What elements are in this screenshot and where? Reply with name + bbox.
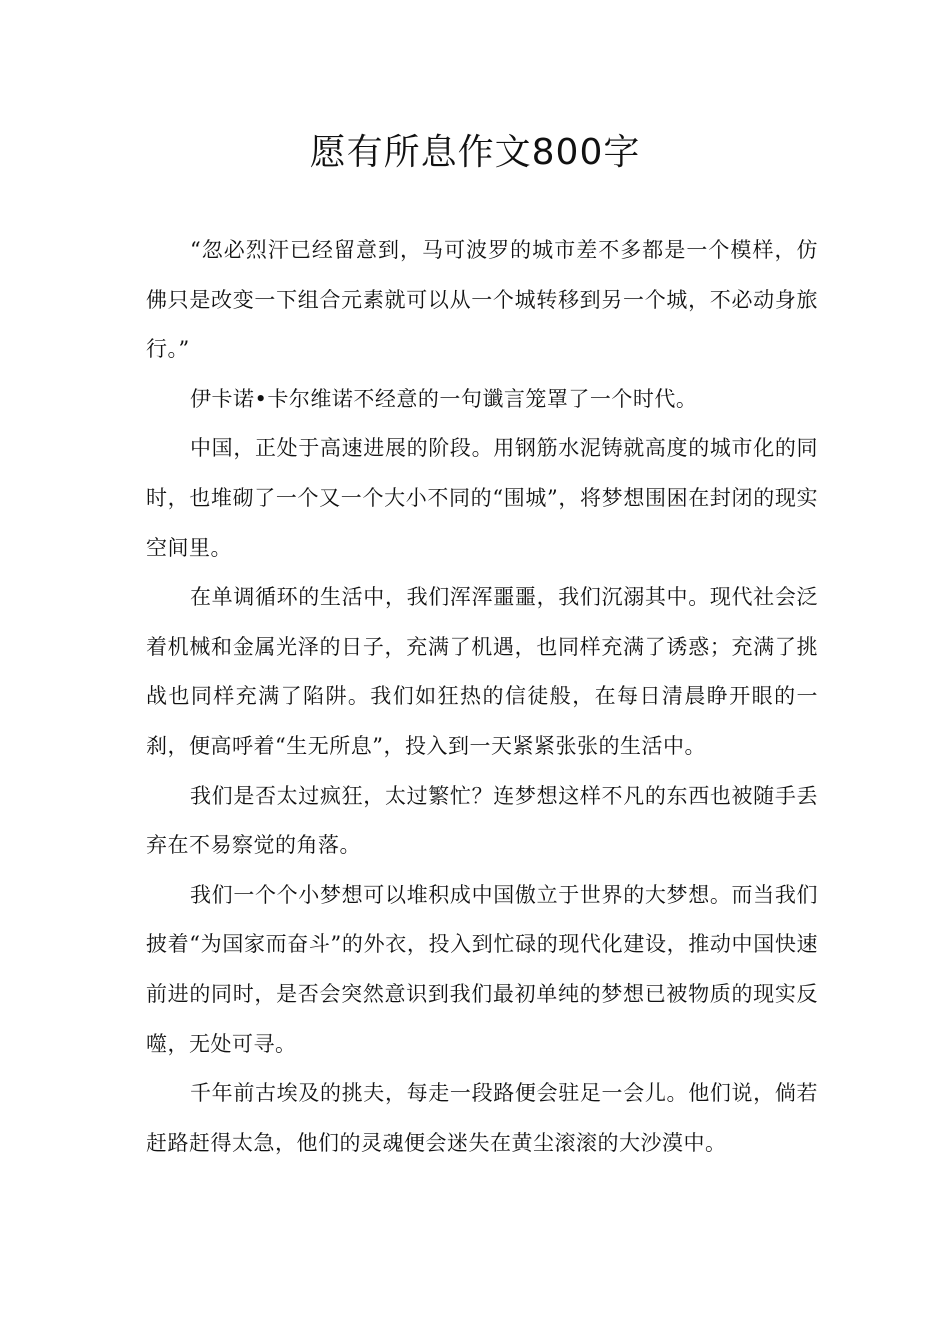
document-body <box>146 226 818 1168</box>
paragraph-2: 伊卡诺•卡尔维诺不经意的一句谶言笼罩了一个时代。 <box>190 386 698 411</box>
paragraph-6: 我们一个个小梦想可以堆积成中国傲立于世界的大梦想。而当我们披着“为国家而奋斗”的外衣，投入到忙碌的现代化建设，推动中国快速前进的同时，是否会突然意识到我们最初单纯的梦想已被物质的现实反噬，无处可寻。 <box>146 882 818 1056</box>
paragraph-3: 中国，正处于高速进展的阶段。用钢筋水泥铸就高度的城市化的同时，也堆砌了一个又一个大小不同的“围城”，将梦想围困在封闭的现实空间里。 <box>146 436 818 560</box>
paragraph-1: “忽必烈汗已经留意到，马可波罗的城市差不多都是一个模样，仿佛只是改变一下组合元素就可以从一个城转移到另一个城，不必动身旅行。” <box>146 238 818 362</box>
paragraph-5: 我们是否太过疯狂，太过繁忙？连梦想这样不凡的东西也被随手丢弃在不易察觉的角落。 <box>146 783 818 858</box>
paragraph-7: 千年前古埃及的挑夫，每走一段路便会驻足一会儿。他们说，倘若赶路赶得太急，他们的灵魂便会迷失在黄尘滚滚的大沙漠中。 <box>146 1081 818 1155</box>
document-title: 愿有所息作文800字 <box>309 132 641 173</box>
paragraph-4: 在单调循环的生活中，我们浑浑噩噩，我们沉溺其中。现代社会泛着机械和金属光泽的日子，充满了机遇，也同样充满了诱惑；充满了挑战也同样充满了陷阱。我们如狂热的信徒般，在每日清晨睁开眼的一刹，便高呼着“生无所息”，投入到一天紧紧张张的生活中。 <box>146 585 818 758</box>
